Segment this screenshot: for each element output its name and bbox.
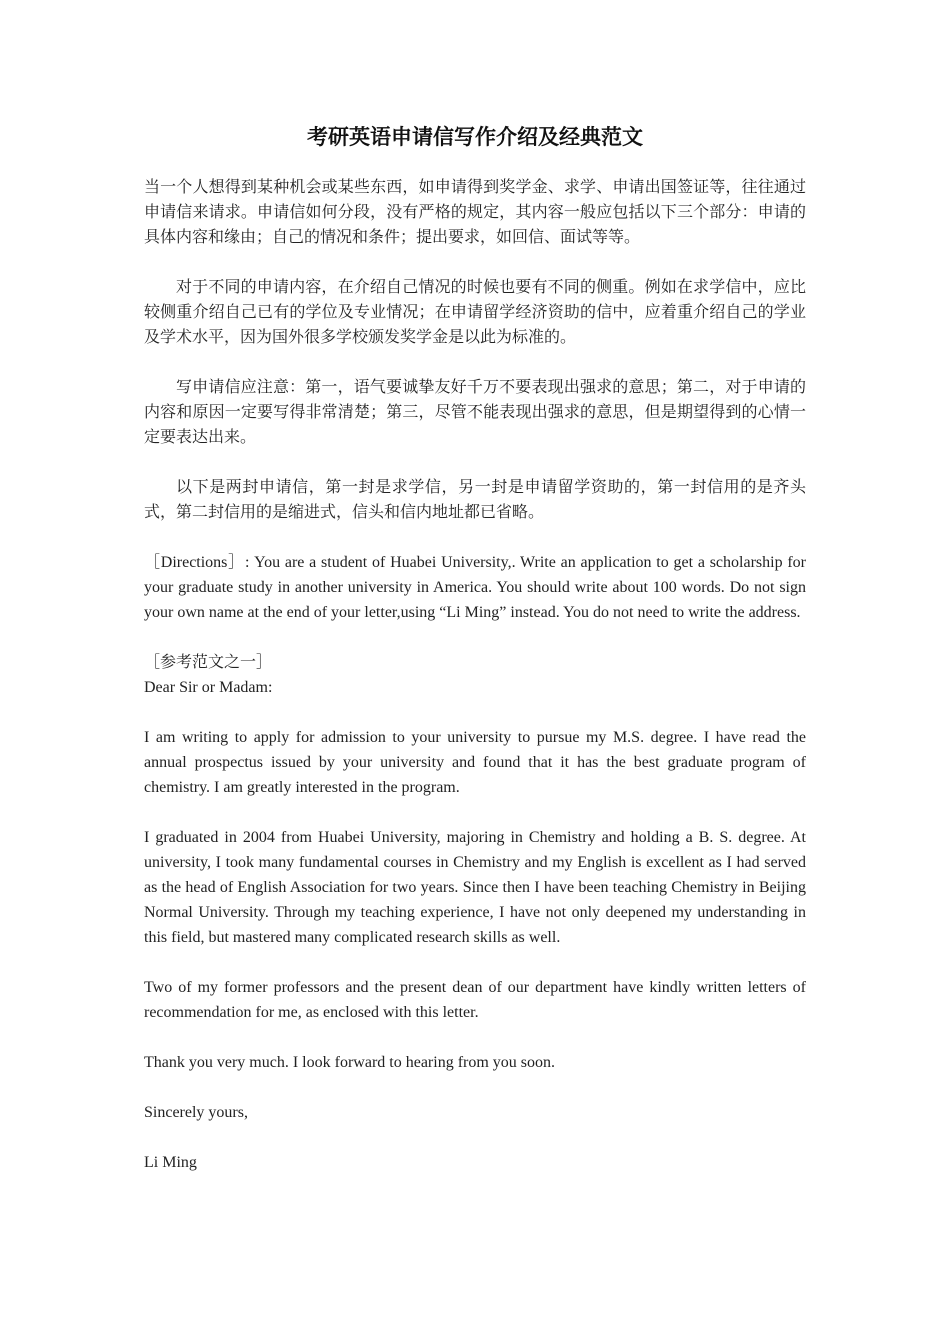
sample-label: ［参考范文之一］ <box>144 654 273 671</box>
intro-paragraph-2: 对于不同的申请内容，在介绍自己情况的时候也要有不同的侧重。例如在求学信中，应比较侧重介绍自己已有的学位及专业情况；在申请留学经济资助的信中，应着重介绍自己的学业及学术水平，因为国外很多学校颁发奖学金是以此为标准的。 <box>144 279 806 346</box>
intro-paragraph-3: 写申请信应注意：第一，语气要诚挚友好千万不要表现出强求的意思；第二，对于申请的内容和原因一定要写得非常清楚；第三，尽管不能表现出强求的意思，但是期望得到的心情一定要表达出来。 <box>144 379 806 446</box>
intro-paragraph-4: 以下是两封申请信，第一封是求学信，另一封是申请留学资助的，第一封信用的是齐头式，第二封信用的是缩进式，信头和信内地址都已省略。 <box>144 479 806 521</box>
letter-salutation: Dear Sir or Madam: <box>144 679 273 696</box>
letter-signature: Li Ming <box>144 1154 197 1171</box>
letter-paragraph-2: I graduated in 2004 from Huabei University, majoring in Chemistry and holding a B. S. degree. At university, I took many fundamental courses in Chemistry and my English is excellent as I had served as the head of English Association for two years. Since then I have been teaching Chemistry in Beijing Normal University. Through my teaching experience, I have not only deepened my understanding in this field, but mastered many complicated research skills as well. <box>144 829 806 946</box>
document-title: 考研英语申请信写作介绍及经典范文 <box>307 125 643 149</box>
directions-paragraph: ［Directions］: You are a student of Huabei University,. Write an application to get a scholarship for your graduate study in another university in America. You should write about 100 words. Do not sign your own name at the end of your letter,using “Li Ming” instead. You do not need to write the address. <box>144 554 806 621</box>
letter-paragraph-4: Thank you very much. I look forward to hearing from you soon. <box>144 1054 556 1071</box>
intro-paragraph-1: 当一个人想得到某种机会或某些东西，如申请得到奖学金、求学、申请出国签证等，往往通过申请信来请求。申请信如何分段，没有严格的规定，其内容一般应包括以下三个部分：申请的具体内容和缘由；自己的情况和条件；提出要求，如回信、面试等等。 <box>144 179 806 246</box>
letter-paragraph-1: I am writing to apply for admission to your university to pursue my M.S. degree. I have read the annual prospectus issued by your university and found that it has the best graduate program of chemistry. I am greatly interested in the program. <box>144 729 806 796</box>
letter-closing: Sincerely yours, <box>144 1104 248 1121</box>
letter-paragraph-3: Two of my former professors and the present dean of our department have kindly written letters of recommendation for me, as enclosed with this letter. <box>144 979 806 1021</box>
